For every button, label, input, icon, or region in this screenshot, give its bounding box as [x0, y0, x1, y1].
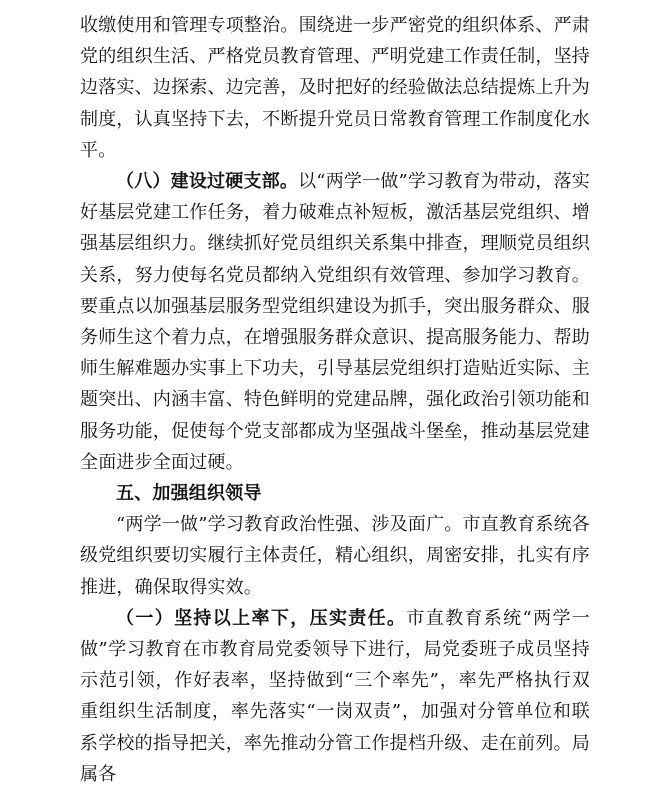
paragraph-4-lead: （一）坚持以上率下，压实责任。 [116, 607, 407, 629]
section-heading: 五、加强组织领导 [116, 483, 262, 505]
paragraph-2 [80, 166, 590, 478]
paragraph-1: 收缴使用和管理专项整治。围绕进一步严密党的组织体系、严肃党的组织生活、严格党员教育管理、严明党建工作责任制，坚持边落实、边探索、边完善，及时把好的经验做法总结提炼上升为制度，认真坚持下去，不断提升党员日常教育管理工作制度化水平。 [80, 15, 590, 161]
document-page [80, 10, 590, 790]
paragraph-2-body: 以“两学一做”学习教育为带动，落实好基层党建工作任务，着力破难点补短板，激活基层党组织、增强基层组织力。继续抓好党员组织关系集中排查，理顺党员组织关系，努力使每名党员都纳入党组织有效管理、参加学习教育。要重点以加强基层服务型党组织建设为抓手，突出服务群众、服务师生这个着力点，在增强服务群众意识、提高服务能力、帮助师生解难题办实事上下功夫，引导基层党组织打造贴近实际、主题突出、内涵丰富、特色鲜明的党建品牌，强化政治引领功能和服务功能，促使每个党支部都成为坚强战斗堡垒，推动基层党建全面进步全面过硬。 [80, 171, 590, 473]
paragraph-4-body: 市直教育系统“两学一做”学习教育在市教育局党委领导下进行，局党委班子成员坚持示范引领，作好表率，坚持做到“三个率先”，率先严格执行双重组织生活制度，率先落实“一岗双责”，加强对分管单位和联系学校的指导把关，率先推动分管工作提档升级、走在前列。局属各 [80, 607, 590, 785]
paragraph-4 [80, 603, 590, 790]
paragraph-3: “两学一做”学习教育政治性强、涉及面广。市直教育系统各级党组织要切实履行主体责任，精心组织，周密安排，扎实有序推进，确保取得实效。 [80, 514, 590, 598]
paragraph-2-lead: （八）建设过硬支部。 [116, 171, 299, 193]
